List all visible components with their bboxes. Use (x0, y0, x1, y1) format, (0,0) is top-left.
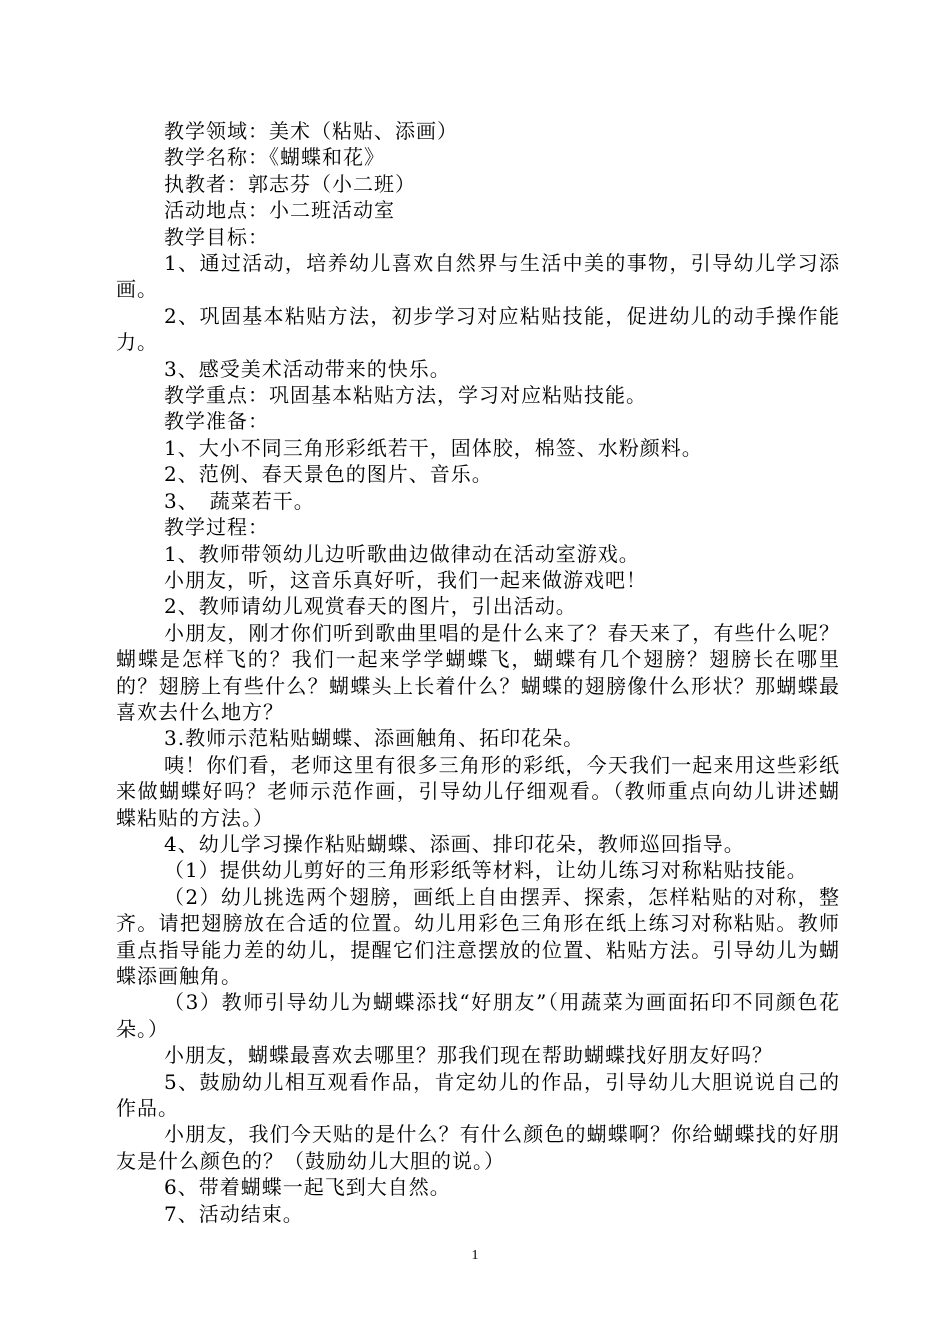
paragraph: （1）提供幼儿剪好的三角形彩纸等材料，让幼儿练习对称粘贴技能。 (164, 858, 808, 883)
paragraph: 教学名称：《蝴蝶和花》 (164, 145, 385, 170)
paragraph: 2、巩固基本粘贴方法，初步学习对应粘贴技能，促进幼儿的动手操作能力。 (116, 303, 840, 355)
page-number: 1 (471, 1248, 479, 1263)
paragraph: 教学过程： (164, 515, 269, 540)
paragraph: 2、教师请幼儿观赏春天的图片，引出活动。 (164, 594, 577, 619)
paragraph: 3、感受美术活动带来的快乐。 (164, 356, 451, 381)
paragraph: 3.教师示范粘贴蝴蝶、添画触角、拓印花朵。 (164, 726, 585, 751)
paragraph: 1、教师带领幼儿边听歌曲边做律动在活动室游戏。 (164, 541, 640, 566)
paragraph: 小朋友，刚才你们听到歌曲里唱的是什么来了？春天来了，有些什么呢？蝴蝶是怎样飞的？我们一起来学学蝴蝶飞，蝴蝶有几个翅膀？翅膀长在哪里的？翅膀上有些什么？蝴蝶头上长着什么？蝴蝶的翅膀像什么形状？那蝴蝶最喜欢去什么地方？ (116, 620, 840, 724)
paragraph: 活动地点：小二班活动室 (164, 198, 395, 223)
paragraph: 教学准备： (164, 409, 269, 434)
paragraph: 1、大小不同三角形彩纸若干，固体胶，棉签、水粉颜料。 (164, 435, 703, 460)
document-body (116, 118, 840, 1227)
paragraph: 5、鼓励幼儿相互观看作品，肯定幼儿的作品，引导幼儿大胆说说自己的作品。 (116, 1069, 840, 1121)
paragraph: 3、 蔬菜若干。 (164, 488, 315, 513)
paragraph: 小朋友，蝴蝶最喜欢去哪里？那我们现在帮助蝴蝶找好朋友好吗？ (164, 1043, 773, 1068)
paragraph: 4、幼儿学习操作粘贴蝴蝶、添画、排印花朵，教师巡回指导。 (164, 831, 745, 856)
paragraph: （2）幼儿挑选两个翅膀，画纸上自由摆弄、探索，怎样粘贴的对称，整齐。请把翅膀放在合适的位置。幼儿用彩色三角形在纸上练习对称粘贴。教师重点指导能力差的幼儿，提醒它们注意摆放的位置、粘贴方法。引导幼儿为蝴蝶添画触角。 (116, 884, 840, 988)
paragraph: 小朋友，我们今天贴的是什么？有什么颜色的蝴蝶啊？你给蝴蝶找的好朋友是什么颜色的？（鼓励幼儿大胆的说。） (116, 1122, 840, 1173)
paragraph: 执教者：郭志芬（小二班） (164, 171, 416, 196)
paragraph: 7、活动结束。 (164, 1201, 304, 1226)
paragraph: 1、通过活动，培养幼儿喜欢自然界与生活中美的事物，引导幼儿学习添画。 (116, 251, 840, 302)
paragraph: 教学领域：美术（粘贴、添画） (164, 119, 458, 143)
paragraph: 小朋友，听，这音乐真好听，我们一起来做游戏吧！ (164, 567, 647, 592)
paragraph: 咦！你们看，老师这里有很多三角形的彩纸，今天我们一起来用这些彩纸来做蝴蝶好吗？老师示范作画，引导幼儿仔细观看。（教师重点向幼儿讲述蝴蝶粘贴的方法。） (116, 752, 840, 830)
paragraph: 2、范例、春天景色的图片、音乐。 (164, 462, 493, 487)
paragraph: 教学目标： (164, 224, 269, 249)
paragraph: 教学重点：巩固基本粘贴方法，学习对应粘贴技能。 (164, 383, 647, 408)
paragraph: （3）教师引导幼儿为蝴蝶添找“好朋友”（用蔬菜为画面拓印不同颜色花朵。） (116, 990, 840, 1041)
paragraph: 6、带着蝴蝶一起飞到大自然。 (164, 1175, 451, 1200)
